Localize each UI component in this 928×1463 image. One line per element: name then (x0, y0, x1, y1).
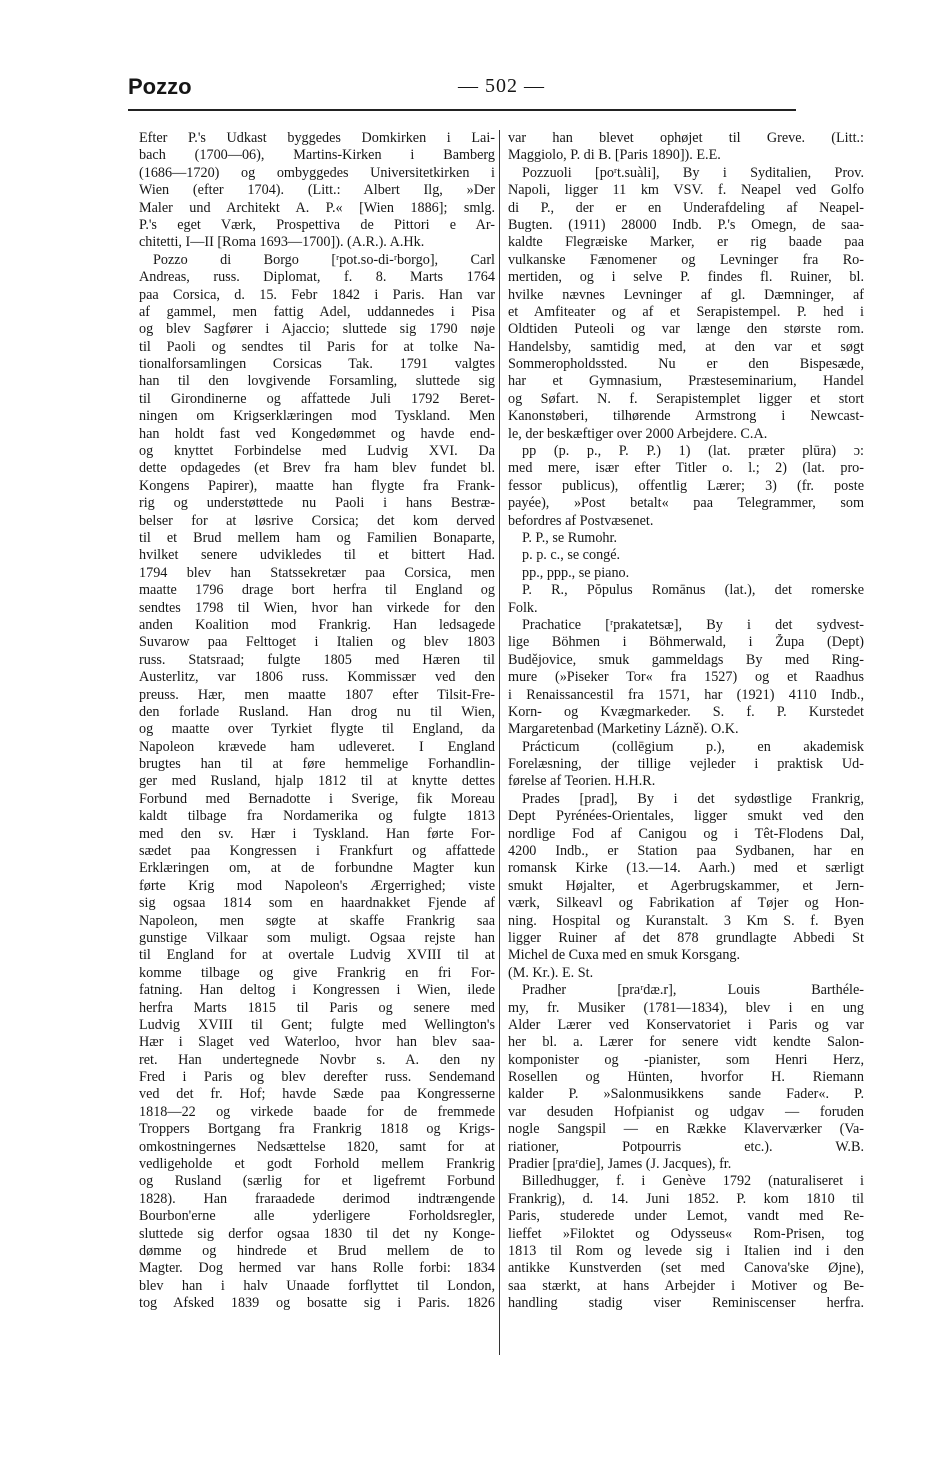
text-line: Budějovice, smuk gammeldags By med Ring- (508, 651, 864, 668)
text-line: var han blevet ophøjet til Greve. (Litt.: (508, 130, 864, 146)
text-line: Bugten. (1911) 28000 Indb. P.'s Omegn, de saa- (508, 216, 864, 233)
text-line: Pozzuoli [poʳt.suàli], By i Syditalien, Prov. (522, 164, 864, 181)
text-line: antikke Kunstverden (set med Canova'ske Øjne), (508, 1260, 864, 1277)
text-line: handling stadig viser Reminiscenser herfra. (508, 1295, 864, 1312)
text-line: anden Koalition mod Frankrig. Han ledsagede (139, 616, 495, 633)
text-line: værk, Silkeavl og Fabrikation af Tøjer og Hon- (508, 895, 864, 912)
text-line: Fred i Paris og blev derefter russ. Sendemand (139, 1069, 495, 1086)
text-line: brugtes han til at føre hemmelige Forhandlin- (139, 756, 495, 773)
text-line: russ. Statsraad; fulgte 1805 med Hæren til (139, 651, 495, 668)
text-line: kaldte Flegræiske Marker, er rig baade paa (508, 234, 864, 251)
text-line: belser for at løsrive Corsica; det kom derved (139, 512, 495, 529)
left-column (139, 130, 495, 1313)
text-line: Frankrig), d. 14. Juni 1852. P. kom 1810 til (508, 1190, 864, 1207)
text-line: 1818—22 og virkede baade for de fremmede (139, 1103, 495, 1120)
text-line: han til den lovgivende Forsamling, sluttede sig (139, 373, 495, 390)
text-line: har et Gymnasium, Præsteseminarium, Handel (508, 373, 864, 390)
text-line: tionalforsamlingen Corsicas Tak. 1791 valgtes (139, 356, 495, 373)
text-line: Andreas, russ. Diplomat, f. 8. Marts 1764 (139, 269, 495, 286)
text-line: P. R., Pŏpulus Romānus (lat.), det romerske (522, 582, 864, 599)
text-line: rig og understøttede nu Paoli i hans Bestræ- (139, 495, 495, 512)
text-line: førelse af Teorien. H.H.R. (508, 773, 656, 790)
text-line: Bourbon'erne alle yderligere Forholdsregler, (139, 1208, 495, 1225)
text-line: nogle Sangspil — en Række Klaverværker (Va- (508, 1121, 864, 1138)
text-line: mertiden, og i selve P. findes fl. Ruiner, bl. (508, 269, 864, 286)
text-line: gunstige Vilkaar som muligt. Ogsaa rejste han (139, 929, 495, 946)
text-line: Austerlitz, var 1806 russ. Kommissær ved den (139, 669, 495, 686)
text-line: Ludvig XVIII til Gent; fulgte med Wellington's (139, 1016, 495, 1033)
text-line: komme tilbage og give Frankrig en fri For- (139, 964, 495, 981)
text-line: Pradier [praʳdie], James (J. Jacques), fr. (508, 1156, 732, 1173)
text-line: P.'s eget Værk, Prospettiva de Pittori e Ar- (139, 216, 495, 233)
text-line: 1828). Han fraraadede derimod indtrængende (139, 1190, 495, 1207)
text-line: blev han i halv Unaade forflyttet til London, (139, 1277, 495, 1294)
text-line: riationer, Potpourris etc.). W.B. (508, 1138, 864, 1155)
text-line: vulkanske Fænomener og Levninger fra Ro- (508, 251, 864, 268)
text-line: Paris, studerede under Lemot, vandt med Re- (508, 1208, 864, 1225)
text-line: p. p. c., se congé. (522, 547, 621, 564)
text-line: her bl. a. Lærer for senere vidt kendte Salon- (508, 1034, 864, 1051)
text-line: ger med Rusland, hjalp 1812 til at knytte dettes (139, 773, 495, 790)
text-line: 1794 blev han Statssekretær paa Corsica, men (139, 564, 495, 581)
text-line: et Amfiteater og af et Serapistempel. P. hed i (508, 303, 864, 320)
text-line: sig ogsaa 1814 som en haardnakket Fjende af (139, 895, 495, 912)
text-line: Wien (efter 1704). (Litt.: Albert Ilg, »Der (139, 182, 495, 199)
text-line: Efter P.'s Udkast byggedes Domkirken i Lai- (139, 130, 495, 146)
text-line: Prácticum (collēgium p.), en akademisk (522, 738, 864, 755)
text-line: Kongens Papirer), maatte han flygte fra Frank- (139, 477, 495, 494)
text-line: di P., der er en Underafdeling af Neapel- (508, 199, 864, 216)
text-line: romansk Kirke (13.—14. Aarh.) med et særligt (508, 860, 864, 877)
text-line: sædet paa Kongressen i Frankfurt og affattede (139, 843, 495, 860)
text-line: pp., ppp., se piano. (522, 564, 630, 581)
text-line: Pradher [praʳdæ.r], Louis Barthéle- (522, 982, 864, 999)
text-line: med mere, især efter Titler o. l.; 2) (lat. pro- (508, 460, 864, 477)
text-line: payée), »Post betalt« paa Telegrammer, som (508, 495, 864, 512)
text-line: Maler und Architekt A. P.« [Wien 1886]; smlg. (139, 199, 495, 216)
text-line: Erklæringen om, at de forbundne Magter kun (139, 860, 495, 877)
text-line: nordlige Fod af Canigou og i Têt-Flodens Dal, (508, 825, 864, 842)
text-line: sluttede sig derfor ogsaa 1830 til det ny Konge- (139, 1225, 495, 1242)
text-line: Prades [prad], By i det sydøstlige Frankrig, (522, 790, 864, 807)
text-line: paa Corsica, d. 15. Febr 1842 i Paris. Han var (139, 286, 495, 303)
text-line: tog Afsked 1839 og bosatte sig i Paris. 1826 (139, 1295, 495, 1312)
text-line: Korn- og Kvægmarkeder. S. f. P. Kurstedet (508, 703, 864, 720)
page-number: — 502 — (458, 75, 545, 97)
text-line: Napoleon, men søgte at skaffe Frankrig saa (139, 912, 495, 929)
text-line: Pozzo di Borgo [ʳpot.so-di-ʳborgo], Carl (153, 251, 495, 268)
text-line: fatning. Han deltog i Kongressen i Wien, ilede (139, 982, 495, 999)
text-line: til Paoli og sendtes til Paris for at tolke Na- (139, 338, 495, 355)
text-line: smukt Højalter, et Agerbrugskammer, et Jern- (508, 877, 864, 894)
text-line: og Rusland (særlig for et ligefremt Forbund (139, 1173, 495, 1190)
text-line: i Renaissancestil fra 1571, har (1921) 4110 Indb., (508, 686, 864, 703)
text-line: dette opdagedes (et Brev fra ham blev fundet bl. (139, 460, 495, 477)
text-line: ningen om Krigserklæringen mod Tyskland. Men (139, 408, 495, 425)
text-line: P. P., se Rumohr. (522, 529, 618, 546)
text-line: Alder Lærer ved Konservatoriet i Paris og var (508, 1016, 864, 1033)
text-line: omkostningernes Nedsættelse 1820, samt for at (139, 1138, 495, 1155)
text-line: Handelsby, samtidig med, at den var et søgt (508, 338, 864, 355)
text-line: og Søfart. N. f. Serapistemplet ligger et stort (508, 390, 864, 407)
text-line: hvilket senere udvikledes til et bittert Had. (139, 547, 495, 564)
text-line: Troppers Bortgang fra Frankrig 1818 og Krigs- (139, 1121, 495, 1138)
text-line: Forelæsning, der tillige vejleder i praktisk Ud- (508, 756, 864, 773)
text-line: med den sv. Hær i Tyskland. Han førte For- (139, 825, 495, 842)
text-line: Oldtiden Puteoli og var længe den største rom. (508, 321, 864, 338)
text-line: chitetti, I—II [Roma 1693—1700]). (A.R.). A.Hk. (139, 234, 425, 251)
text-line: lieffet »Filoktet og Odysseus« Rom-Prisen, tog (508, 1225, 864, 1242)
text-line: preuss. Hær, men maatte 1807 efter Tilsit-Fre- (139, 686, 495, 703)
page-header (128, 72, 796, 108)
text-line: sendtes 1798 til Wien, hvor han virkede for den (139, 599, 495, 616)
text-line: Folk. (508, 599, 538, 616)
text-line: le, der beskæftiger over 2000 Arbejdere. C.A. (508, 425, 768, 442)
text-line: og blev Sagfører i Ajaccio; sluttede sig 1790 nøje (139, 321, 495, 338)
text-line: (1686—1720) og ombyggedes Universitetkirken i (139, 164, 495, 181)
right-column (508, 130, 864, 1313)
text-line: lige Böhmen i Böhmerwald, i Župa (Dept) (508, 634, 864, 651)
text-line: maatte 1796 drage bort herfra til England og (139, 582, 495, 599)
text-line: Hær i Slaget ved Waterloo, hvor han blev saa- (139, 1034, 495, 1051)
text-line: Margaretenbad (Marketiny Lázně). O.K. (508, 721, 739, 738)
text-line: førte Krig mod Napoleon's Ærgerrighed; viste (139, 877, 495, 894)
text-line: Prachatice [ʳprakatetsæ], By i det sydvest- (522, 616, 864, 633)
text-line: Kanonstøberi, tilhørende Armstrong i Newcast- (508, 408, 864, 425)
text-line: han holdt fast ved Kongedømmet og havde end- (139, 425, 495, 442)
text-line: ligger Ruiner af det 878 grundlagte Abbedi St (508, 929, 864, 946)
text-line: af gammel, men fattig Adel, uddannedes i Pisa (139, 303, 495, 320)
text-line: bach (1700—06), Martins-Kirken i Bamberg (139, 147, 495, 164)
column-divider (499, 130, 500, 1355)
text-line: Rosellen og Hünten, hvorfor H. Riemann (508, 1069, 864, 1086)
text-line: den forlade Rusland. Han drog nu til Wien, (139, 703, 495, 720)
text-line: saa stærkt, at hans Arbejder i Motiver og Be- (508, 1277, 864, 1294)
text-line: dømme og hindrede et Brud mellem de to (139, 1243, 495, 1259)
header-rule (128, 109, 796, 111)
text-line: mure (»Piseker Tor« fra 1527) og et Raadhus (508, 669, 864, 686)
text-line: var desuden Hofpianist og udgav — foruden (508, 1103, 864, 1120)
text-line: fessor publicus), offentlig Lærer; 3) (fr. poste (508, 477, 864, 494)
text-line: pp (p. p., P. P.) 1) (lat. præter plūra) ɔ: (522, 443, 864, 460)
text-line: herfra Marts 1815 til Paris og senere med (139, 999, 495, 1016)
text-line: Billedhugger, f. i Genève 1792 (naturaliseret i (522, 1173, 864, 1190)
text-line: og maatte over Tyrkiet flygte til England, da (139, 721, 495, 738)
text-line: 4200 Indb., er Station paa Sydbanen, har en (508, 843, 864, 860)
text-line: og knyttet Forbindelse med Ludvig XVI. Da (139, 443, 495, 460)
text-line: vedligeholde et godt Forhold mellem Frankrig (139, 1156, 495, 1173)
text-line: (M. Kr.). E. St. (508, 964, 594, 981)
text-line: kaldt tilbage fra Nordamerika og fulgte 1813 (139, 808, 495, 825)
text-line: Napoleon krævede ham udleveret. I England (139, 738, 495, 755)
text-line: kalder P. »Salonmusikkens sande Fader«. P. (508, 1086, 864, 1103)
text-line: til et Brud mellem ham og Familien Bonaparte, (139, 529, 495, 546)
text-line: befordres af Postvæsenet. (508, 512, 654, 529)
text-line: Magter. Dog hermed var hans Rolle forbi: 1834 (139, 1260, 495, 1277)
text-line: 1813 til Rom og levede sig i Italien ind i den (508, 1243, 864, 1259)
text-line: Dept Pyrénées-Orientales, ligger smukt ved den (508, 808, 864, 825)
text-line: ved det fr. Hof; havde Sæde paa Kongresserne (139, 1086, 495, 1103)
text-line: ning. Hospital og Kuranstalt. 3 Km S. f. Byen (508, 912, 864, 929)
text-line: komponister og -pianister, som Henri Herz, (508, 1051, 864, 1068)
text-line: Suvarow paa Felttoget i Italien og blev 1803 (139, 634, 495, 651)
text-line: my, fr. Musiker (1781—1834), blev i en ung (508, 999, 864, 1016)
text-line: hvilke nævnes Levninger af gl. Dæmninger, af (508, 286, 864, 303)
text-line: Forbund med Bernadotte i Sverige, fik Moreau (139, 790, 495, 807)
text-line: Maggiolo, P. di B. [Paris 1890]). E.E. (508, 147, 721, 164)
text-line: til Girondinerne og affattede Juli 1792 Beret- (139, 390, 495, 407)
text-line: ret. Han undertegnede Novbr s. A. den ny (139, 1051, 495, 1068)
text-line: Sommeropholdssted. Nu er den Bispesæde, (508, 356, 864, 373)
text-line: til England for at overtale Ludvig XVIII til at (139, 947, 495, 964)
text-line: Napoli, ligger 11 km VSV. f. Neapel ved Golfo (508, 182, 864, 199)
running-headword: Pozzo (128, 74, 192, 99)
text-line: Michel de Cuxa med en smuk Korsgang. (508, 947, 741, 964)
